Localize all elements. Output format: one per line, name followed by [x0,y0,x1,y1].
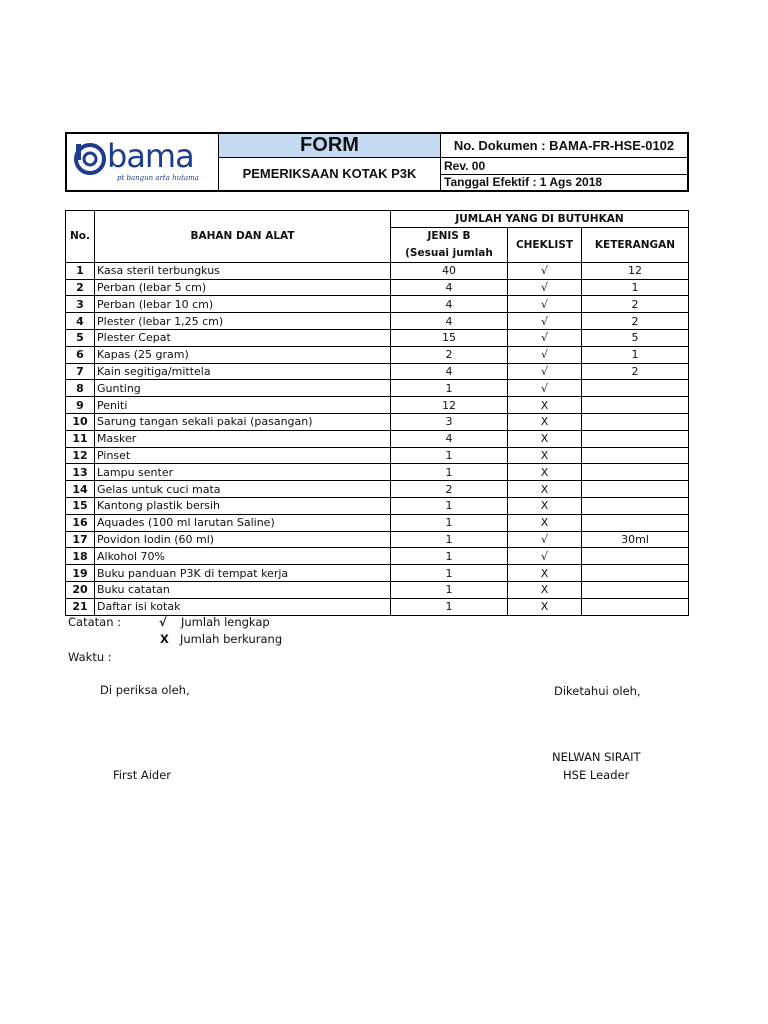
row-item: Pinset [95,447,391,464]
form-header [65,132,689,192]
row-checklist: √ [508,548,582,565]
table-row [66,380,689,397]
row-item: Perban (lebar 10 cm) [95,296,391,313]
legend-check-symbol: √ [159,615,167,629]
row-number: 13 [66,464,95,481]
row-checklist: X [508,514,582,531]
row-quantity: 1 [391,514,508,531]
row-checklist: X [508,565,582,582]
row-number: 9 [66,397,95,414]
row-number: 4 [66,313,95,330]
row-quantity: 1 [391,464,508,481]
row-item: Perban (lebar 5 cm) [95,279,391,296]
row-quantity: 4 [391,430,508,447]
time-label: Waktu : [68,650,112,664]
bama-logo-icon [73,142,107,176]
row-note: 12 [582,262,689,279]
table-row [66,497,689,514]
header-note: KETERANGAN [582,227,689,262]
notes-label: Catatan : [68,615,122,629]
table-row [66,581,689,598]
legend-x-symbol: X [160,632,169,646]
row-number: 18 [66,548,95,565]
row-checklist: √ [508,313,582,330]
row-number: 2 [66,279,95,296]
row-number: 5 [66,329,95,346]
row-quantity: 1 [391,581,508,598]
legend-x-text: Jumlah berkurang [180,632,283,646]
row-checklist: X [508,464,582,481]
header-jenis-line1: JENIS B [427,229,471,242]
row-item: Buku catatan [95,581,391,598]
row-note [582,430,689,447]
row-number: 6 [66,346,95,363]
table-row [66,313,689,330]
row-item: Gunting [95,380,391,397]
table-row [66,531,689,548]
row-checklist: √ [508,363,582,380]
row-number: 21 [66,598,95,615]
table-row [66,598,689,615]
row-number: 15 [66,497,95,514]
row-quantity: 1 [391,497,508,514]
effective-date: Tanggal Efektif : 1 Ags 2018 [444,175,603,189]
row-note [582,565,689,582]
row-number: 10 [66,413,95,430]
row-number: 16 [66,514,95,531]
row-item: Kapas (25 gram) [95,346,391,363]
row-note [582,397,689,414]
row-item: Plester Cepat [95,329,391,346]
row-item: Buku panduan P3K di tempat kerja [95,565,391,582]
row-item: Alkohol 70% [95,548,391,565]
row-note: 2 [582,296,689,313]
table-row [66,346,689,363]
table-row [66,413,689,430]
table-row [66,296,689,313]
row-checklist: X [508,447,582,464]
row-item: Sarung tangan sekali pakai (pasangan) [95,413,391,430]
row-number: 14 [66,481,95,498]
first-aid-checklist-table [65,210,689,616]
row-note [582,380,689,397]
row-number: 17 [66,531,95,548]
row-item: Kain segitiga/mittela [95,363,391,380]
header-jenis-line2: (Sesuai jumlah [405,246,493,259]
row-checklist: √ [508,296,582,313]
row-checklist: X [508,598,582,615]
table-row [66,514,689,531]
row-item: Kantong plastik bersih [95,497,391,514]
row-note [582,481,689,498]
table-row [66,565,689,582]
row-quantity: 12 [391,397,508,414]
checked-by-label: Di periksa oleh, [100,683,190,697]
company-logo [67,134,219,190]
row-note: 2 [582,363,689,380]
revision: Rev. 00 [441,158,687,175]
row-note [582,581,689,598]
row-checklist: X [508,430,582,447]
row-checklist: X [508,397,582,414]
row-checklist: √ [508,262,582,279]
row-checklist: √ [508,380,582,397]
document-number: No. Dokumen : BAMA-FR-HSE-0102 [441,134,687,158]
row-note: 30ml [582,531,689,548]
table-row [66,447,689,464]
row-number: 3 [66,296,95,313]
acknowledged-label: Diketahui oleh, [554,684,641,698]
row-item: Masker [95,430,391,447]
form-label: FORM [219,134,441,158]
logo-wordmark: bama [107,137,194,175]
row-quantity: 1 [391,531,508,548]
row-note: 2 [582,313,689,330]
row-checklist: X [508,413,582,430]
form-title: PEMERIKSAAN KOTAK P3K [219,158,441,190]
row-quantity: 1 [391,598,508,615]
row-number: 12 [66,447,95,464]
header-checklist: CHEKLIST [508,227,582,262]
row-item: Lampu senter [95,464,391,481]
row-note [582,413,689,430]
row-checklist: X [508,581,582,598]
row-quantity: 1 [391,447,508,464]
row-checklist: √ [508,329,582,346]
legend-check-text: Jumlah lengkap [181,615,270,629]
row-quantity: 2 [391,481,508,498]
header-group: JUMLAH YANG DI BUTUHKAN [391,211,689,228]
row-number: 7 [66,363,95,380]
row-item: Povidon Iodin (60 ml) [95,531,391,548]
row-item: Gelas untuk cuci mata [95,481,391,498]
row-note: 1 [582,346,689,363]
table-row [66,481,689,498]
table-row [66,279,689,296]
table-row [66,548,689,565]
header-jenis [391,227,508,262]
row-quantity: 15 [391,329,508,346]
row-quantity: 4 [391,313,508,330]
logo-tagline: pt bangun arta hutama [117,174,199,182]
table-row [66,363,689,380]
table-row [66,464,689,481]
row-quantity: 40 [391,262,508,279]
row-note: 1 [582,279,689,296]
row-checklist: √ [508,531,582,548]
row-checklist: √ [508,346,582,363]
row-quantity: 4 [391,279,508,296]
row-number: 20 [66,581,95,598]
header-no: No. [66,211,95,263]
row-quantity: 3 [391,413,508,430]
row-note [582,447,689,464]
row-note [582,598,689,615]
row-item: Plester (lebar 1,25 cm) [95,313,391,330]
row-checklist: X [508,481,582,498]
row-note [582,497,689,514]
row-number: 1 [66,262,95,279]
row-note [582,514,689,531]
row-checklist: √ [508,279,582,296]
table-row [66,397,689,414]
row-quantity: 2 [391,346,508,363]
header-item: BAHAN DAN ALAT [95,211,391,263]
row-number: 19 [66,565,95,582]
acknowledged-name: NELWAN SIRAIT [552,750,641,764]
row-item: Daftar isi kotak [95,598,391,615]
row-quantity: 1 [391,380,508,397]
row-quantity: 4 [391,363,508,380]
row-number: 8 [66,380,95,397]
row-note: 5 [582,329,689,346]
row-quantity: 1 [391,548,508,565]
table-row [66,329,689,346]
row-checklist: X [508,497,582,514]
row-number: 11 [66,430,95,447]
acknowledged-role: HSE Leader [563,768,630,782]
row-quantity: 1 [391,565,508,582]
row-item: Kasa steril terbungkus [95,262,391,279]
table-row [66,430,689,447]
checked-by-role: First Aider [113,768,172,782]
row-note [582,548,689,565]
table-row [66,262,689,279]
row-quantity: 4 [391,296,508,313]
row-note [582,464,689,481]
row-item: Aquades (100 ml larutan Saline) [95,514,391,531]
row-item: Peniti [95,397,391,414]
